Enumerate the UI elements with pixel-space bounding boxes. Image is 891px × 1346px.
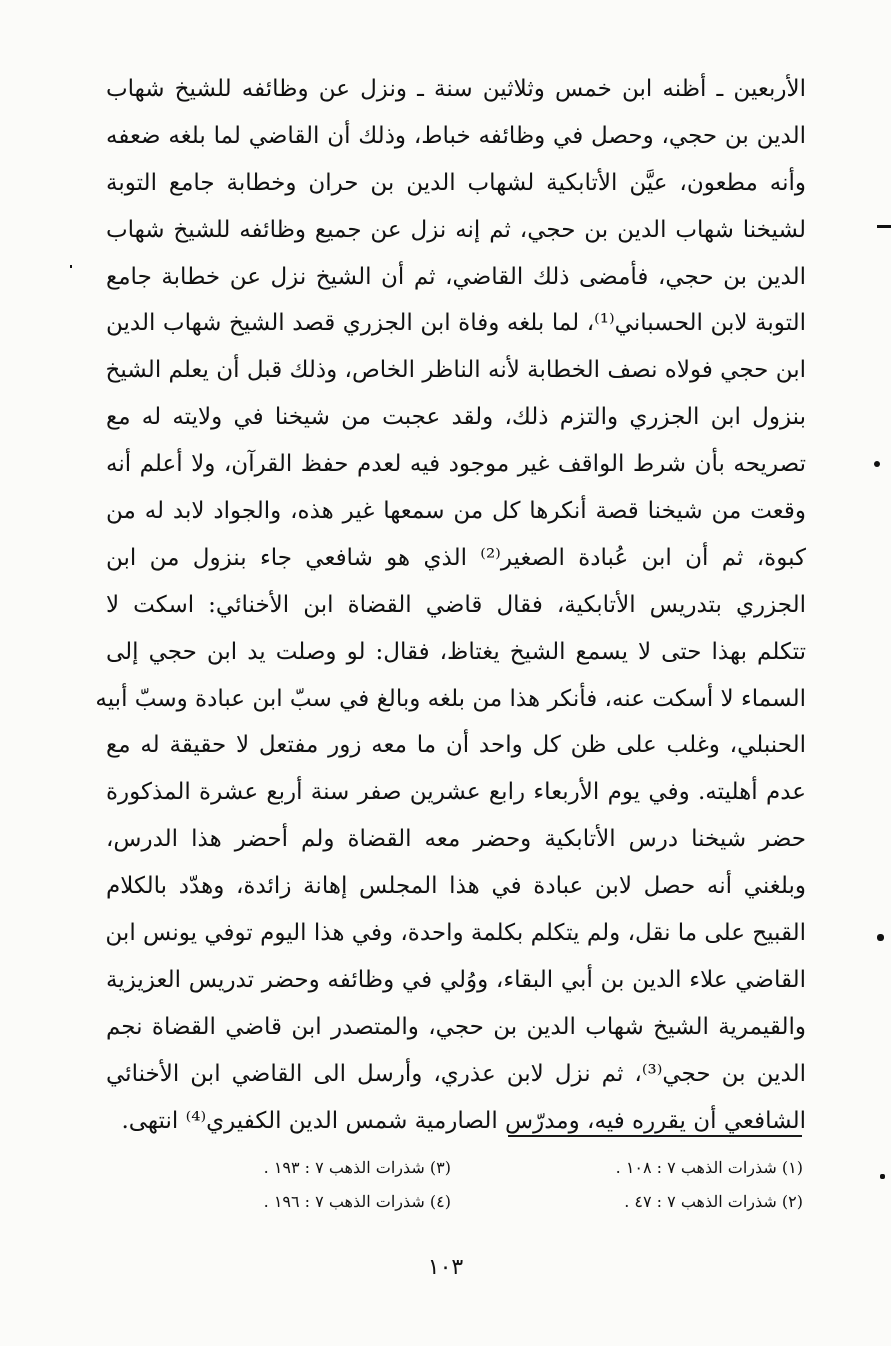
text-line: الدين بن حجي، وحصل في وظائفه خباط، وذلك أن القاضي لما بلغه ضعفه	[106, 122, 806, 149]
text-line: الدين بن حجي⁽³⁾، ثم نزل لابن عذري، وأرسل الى القاضي ابن الأخنائي	[106, 1060, 806, 1087]
text-line: وأنه مطعون، عيَّن الأتابكية لشهاب الدين بن حران وخطابة جامع التوبة	[106, 169, 806, 196]
text-line: الجزري بتدريس الأتابكية، فقال قاضي القضاة ابن الأخنائي: اسكت لا	[106, 591, 806, 618]
text-line: ابن حجي فولاه نصف الخطابة لأنه الناظر الخاص، وذلك قبل أن يعلم الشيخ	[105, 357, 806, 384]
text-line: حضر شيخنا درس الأتابكية وحضر معه القضاة ولم أحضر هذا الدرس،	[106, 826, 806, 853]
text-line: تتكلم بهذا حتى لا يسمع الشيخ يغتاظ، فقال: لو وصلت يد ابن حجي إلى	[106, 638, 806, 665]
footnote-separator	[508, 1135, 802, 1137]
text-line: والقيمرية الشيخ شهاب الدين بن حجي، والمتصدر ابن قاضي القضاة نجم	[106, 1013, 806, 1040]
text-line: القبيح على ما نقل، ولم يتكلم بكلمة واحدة، وفي هذا اليوم توفي يونس ابن	[105, 920, 806, 947]
text-line: القاضي علاء الدين بن أبي البقاء، ووُلي في وظائفه وحضر تدريس العزيزية	[106, 966, 806, 993]
margin-mark	[877, 934, 884, 941]
text-line: الأربعين ـ أظنه ابن خمس وثلاثين سنة ـ ونزل عن وظائفه للشيخ شهاب	[106, 76, 806, 102]
text-line: التوبة لابن الحسباني⁽¹⁾، لما بلغه وفاة ابن الجزري قصد الشيخ شهاب الدين	[106, 310, 806, 337]
text-line: وبلغني أنه حصل لابن عبادة في هذا المجلس إهانة زائدة، وهدّد بالكلام	[106, 873, 806, 900]
text-line: الدين بن حجي، فأمضى ذلك القاضي، ثم أن الشيخ نزل عن خطابة جامع	[106, 263, 806, 290]
footnote-1: (١) شذرات الذهب ٧ : ١٠٨ .	[615, 1158, 803, 1177]
footnote-3: (٣) شذرات الذهب ٧ : ١٩٣ .	[263, 1158, 451, 1177]
margin-mark	[70, 265, 72, 268]
text-line-last: الشافعي أن يقرره فيه، ومدرّس الصارمية شمس الدين الكفيري⁽⁴⁾ انتهى.	[121, 1107, 806, 1134]
text-line: الحنبلي، وغلب على ظن كل واحد أن ما معه زور مفتعل لا حقيقة له مع	[106, 732, 806, 759]
text-line: وقعت من شيخنا قصة أنكرها كل من سمعها غير هذه، والجواد لابد له من	[106, 498, 806, 525]
margin-mark	[874, 461, 880, 467]
page-number: ١٠٣	[427, 1255, 464, 1280]
main-text	[95, 66, 806, 1144]
margin-mark	[880, 1174, 885, 1179]
text-line: السماء لا أسكت عنه، فأنكر هذا من بلغه وبالغ في سبّ ابن عبادة وسبّ أبيه	[95, 685, 806, 712]
text-line: تصريحه بأن شرط الواقف غير موجود فيه لعدم حفظ القرآن، ولا أعلم أنه	[106, 451, 806, 478]
text-line: كبوة، ثم أن ابن عُبادة الصغير⁽²⁾ الذي هو شافعي جاء بنزول من ابن	[106, 544, 806, 571]
footnote-4: (٤) شذرات الذهب ٧ : ١٩٦ .	[263, 1192, 451, 1211]
text-line: بنزول ابن الجزري والتزم ذلك، ولقد عجبت من شيخنا في ولايته له مع	[106, 404, 806, 431]
margin-mark	[877, 225, 891, 228]
text-line: لشيخنا شهاب الدين بن حجي، ثم إنه نزل عن جميع وظائفه للشيخ شهاب	[106, 216, 806, 243]
footnote-2: (٢) شذرات الذهب ٧ : ٤٧ .	[624, 1192, 803, 1211]
text-line: عدم أهليته. وفي يوم الأربعاء رابع عشرين صفر سنة أربع عشرة المذكورة	[106, 779, 806, 806]
